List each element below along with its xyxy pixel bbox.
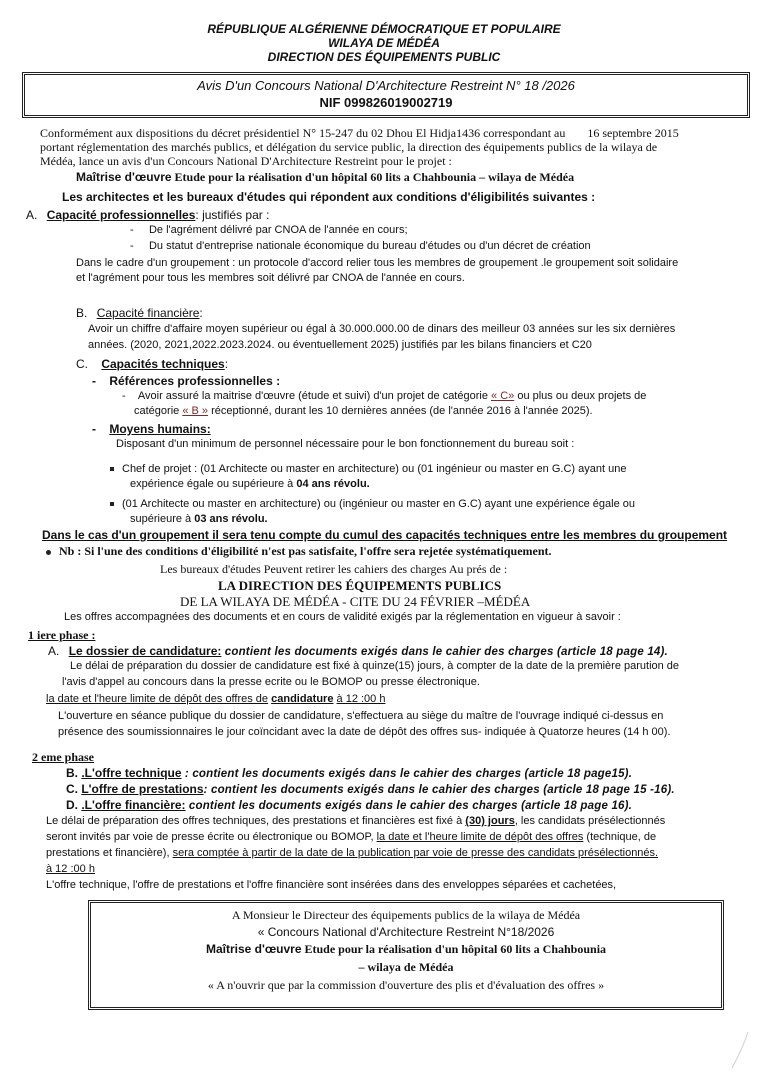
title-box: [22, 72, 750, 118]
bullet-icon: [46, 550, 51, 555]
intro-line-1: Conformément aux dispositions du décret présidentiel N° 15-247 du 02 Dhou El Hidja1436 correspondant au 16 septembre 2015: [40, 126, 679, 140]
envelope-line-5: « A n'ouvrir que par la commission d'ouverture des plis et d'évaluation des offres »: [207, 978, 605, 992]
chef-line-1: Chef de projet : (01 Architecte ou master en architecture) ou (01 ingénieur ou master en G.C) ayant une: [110, 463, 626, 475]
refs-line-2: catégorie « B » réceptionné, durant les 10 dernières années (de l'année 2016 à l'année 2025).: [134, 405, 593, 417]
phase-2-b: B. .L'offre technique : contient les documents exigés dans le cahier des charges (article 18 page15).: [66, 766, 633, 780]
phase-2-enveloppes: L'offre technique, l'offre de prestations et l'offre financière sont insérées dans des enveloppes séparées et cachetées,: [46, 879, 617, 891]
eligibility-title: Les architectes et les bureaux d'études qui répondent aux conditions d'éligibilités suivantes :: [62, 190, 596, 204]
section-c-heading: C. Capacités techniques:: [76, 357, 229, 371]
moyens-intro: Disposant d'un minimum de personnel nécessaire pour le bon fonctionnement du bureau soit :: [116, 438, 575, 450]
phase-1-ouverture-2: présence des soumissionnaires le jour coïncidant avec la date de dépôt des offres sus- indiquée à Quatorze heures (14 h 00).: [58, 726, 671, 738]
scan-mark-decoration: [728, 1030, 752, 1070]
phase-1-limite: la date et l'heure limite de dépôt des offres de candidature à 12 :00 h: [46, 693, 386, 705]
phase-2-d: D. .L'offre financière: contient les documents exigés dans le cahier des charges (article 18 page 16).: [66, 798, 633, 812]
intro-line-3: Médéa, lance un avis d'un Concours National D'Architecture Restreint pour le projet :: [40, 154, 452, 168]
section-a-heading: A. Capacité professionnelles: justifiés par :: [26, 208, 270, 222]
header-wilaya: WILAYA DE MÉDÉA: [328, 36, 440, 50]
phase-2-c: C. L'offre de prestations: contient les documents exigés dans le cahier des charges (article 18 page 15 -16).: [66, 782, 675, 796]
groupement-line-1: Dans le cadre d'un groupement : un protocole d'accord relier tous les membres de groupement .le groupement soit solidaire: [76, 257, 679, 269]
retirer-text: Les bureaux d'études Peuvent retirer les cahiers des charges Au prés de :: [160, 562, 508, 576]
header-direction: DIRECTION DES ÉQUIPEMENTS PUBLIC: [267, 50, 501, 64]
envelope-label-box: [88, 900, 724, 1010]
phase-1-title: 1 iere phase :: [28, 628, 96, 642]
direction-line-1: LA DIRECTION DES ÉQUIPEMENTS PUBLICS: [218, 578, 502, 593]
groupement-line-2: et l'agrément pour tous les membres soit délivré par CNOA de l'année en cours.: [76, 272, 465, 284]
section-b-line-1: Avoir un chiffre d'affaire moyen supérieur ou égal à 30.000.000.00 de dinars des meilleur 03 années sur les six dernières: [88, 323, 676, 335]
phase-2-delai-1: Le délai de préparation des offres techniques, des prestations et financières est fixé à (30) jours, les candidats présélectionnés: [46, 815, 666, 827]
section-b-heading: B. Capacité financière:: [76, 306, 203, 320]
envelope-line-1: A Monsieur le Directeur des équipements publics de la wilaya de Médéa: [231, 908, 581, 922]
section-a-item-2: - Du statut d'entreprise nationale économique du bureau d'études ou d'un décret de création: [130, 240, 591, 252]
bullet-icon: [110, 467, 114, 471]
groupement-note: Dans le cas d'un groupement il sera tenu compte du cumul des capacités techniques entre les membres du groupement: [42, 528, 728, 542]
refs-label: - Références professionnelles :: [92, 374, 281, 388]
phase-1-ouverture-1: L'ouverture en séance publique du dossier de candidature, s'effectuera au siège du maître de l'ouvrage indiqué ci-dessus en: [58, 710, 664, 722]
phase-2-delai-2: seront invités par voie de presse écrite ou électronique ou BOMOP, la date et l'heure limite de dépôt des offres (technique, de: [46, 831, 657, 843]
bullet-icon: [110, 502, 114, 506]
phase-2-delai-3: prestations et financière), sera comptée à partir de la date de la publication par voie de presse des candidats présélectionnés.: [46, 847, 659, 859]
phase-1-a: A. Le dossier de candidature: contient les documents exigés dans le cahier des charges (article 18 page 14).: [48, 644, 668, 658]
intro-line-2: portant réglementation des marchés publics, et délégation du service public, la direction des équipements publics de la wilaya de: [40, 140, 658, 154]
alt-line-1: (01 Architecte ou master en architecture) ou (ingénieur ou master en G.C) ayant une expérience égale ou: [110, 498, 635, 510]
phase-1-delai-1: Le délai de préparation du dossier de candidature est fixé à quinze(15) jours, à compter de la date de la première parution de: [70, 660, 680, 672]
phase-1-delai-2: l'avis d'appel au concours dans la presse ecrite ou le BOMOP ou presse électronique.: [62, 676, 480, 688]
header-republic: RÉPUBLIQUE ALGÉRIENNE DÉMOCRATIQUE ET POPULAIRE: [207, 22, 561, 36]
alt-line-2: supérieure à 03 ans révolu.: [130, 513, 268, 525]
phase-2-title: 2 eme phase: [32, 750, 94, 764]
section-b-line-2: années. (2020, 2021,2022.2023.2024. ou éventuellement 2025) justifiés par les bilans financiers et C20: [88, 339, 592, 351]
chef-line-2: expérience égale ou supérieure à 04 ans révolu.: [130, 478, 370, 490]
phase-2-heure: à 12 :00 h: [46, 863, 95, 875]
project-title: Maîtrise d'œuvre Etude pour la réalisation d'un hôpital 60 lits a Chahbounia – wilaya de Médéa: [76, 170, 575, 184]
offres-intro: Les offres accompagnées des documents et en cours de validité exigés par la réglementation en vigueur à savoir :: [64, 611, 621, 623]
direction-line-2: DE LA WILAYA DE MÉDÉA - CITE DU 24 FÉVRIER –MÉDÉA: [180, 594, 531, 609]
nb-note: Nb : Si l'une des conditions d'éligibilité n'est pas satisfaite, l'offre sera rejetée systématiquement.: [46, 544, 552, 559]
refs-line-1: - Avoir assuré la maitrise d'œuvre (étude et suivi) d'un projet de catégorie « C» ou plus ou deux projets de: [122, 390, 647, 402]
envelope-line-3: Maîtrise d'œuvre Etude pour la réalisation d'un hôpital 60 lits a Chahbounia: [205, 942, 607, 956]
notice-title: Avis D'un Concours National D'Architecture Restreint N° 18 /2026: [197, 78, 575, 93]
section-a-item-1: - De l'agrément délivré par CNOA de l'année en cours;: [130, 224, 408, 236]
envelope-line-2: « Concours National d'Architecture Restreint N°18/2026: [257, 925, 555, 939]
envelope-line-4: – wilaya de Médéa: [358, 960, 454, 974]
nif-number: NIF 099826019002719: [319, 95, 453, 110]
moyens-label: - Moyens humains:: [92, 422, 211, 436]
